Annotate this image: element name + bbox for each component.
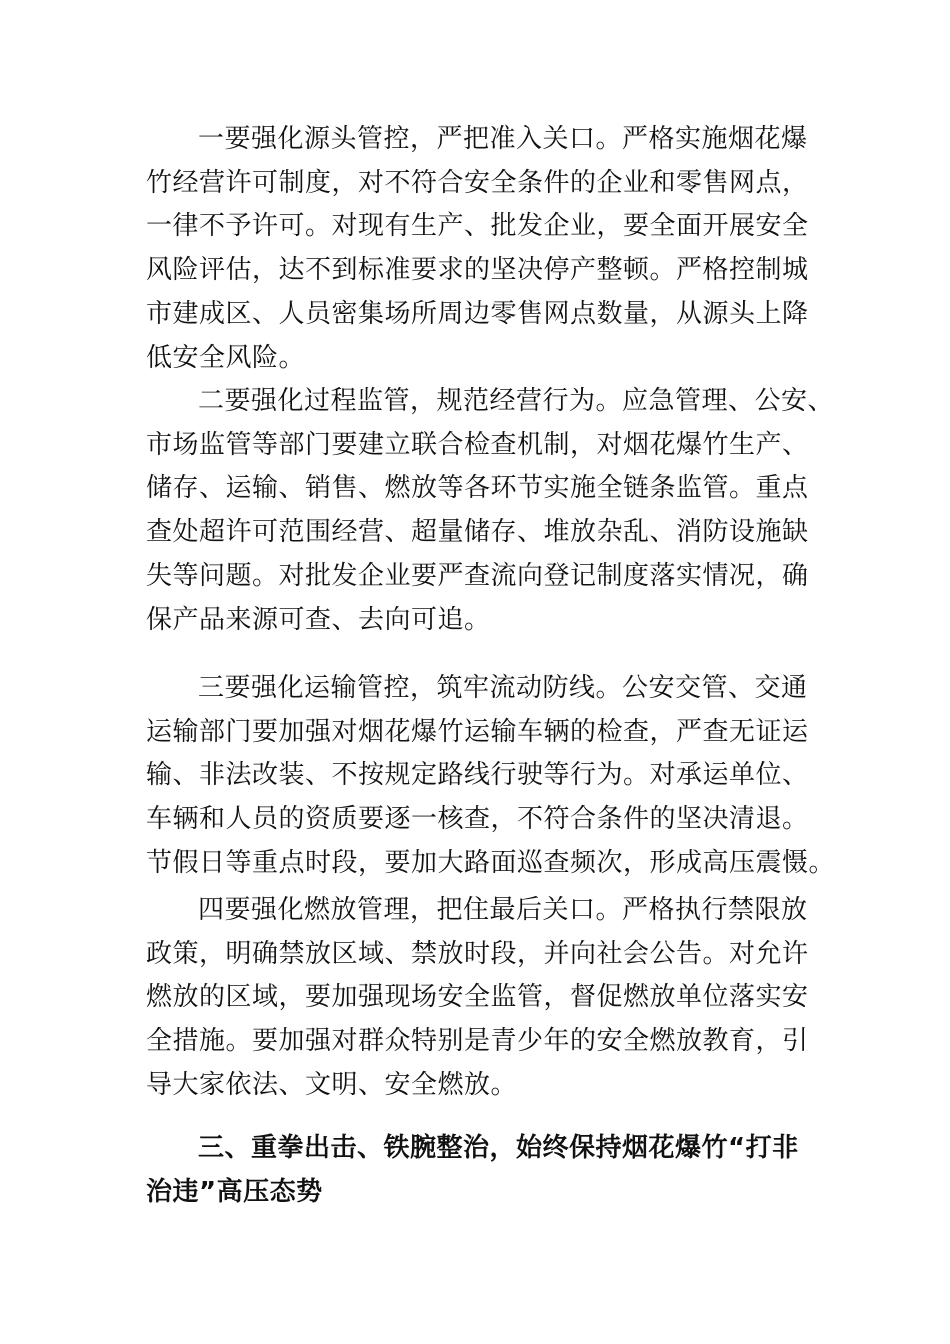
paragraph-process-supervision <box>146 380 835 642</box>
text-line: 风险评估，达不到标准要求的坚决停产整顿。严格控制城 <box>146 255 809 286</box>
section-heading <box>146 1127 826 1214</box>
text-line: 三要强化运输管控，筑牢流动防线。公安交管、交通 <box>198 673 808 703</box>
paragraph-discharge-management <box>146 889 826 1108</box>
text-line: 储存、运输、销售、燃放等各环节实施全链条监管。重点 <box>146 473 809 504</box>
text-line: 一要强化源头管控，严把准入关口。严格实施烟花爆 <box>198 124 808 154</box>
text-line: 保产品来源可查、去向可追。 <box>146 604 491 635</box>
text-line: 节假日等重点时段，要加大路面巡查频次，形成高压震慑。 <box>146 847 836 878</box>
text-line: 四要强化燃放管理，把住最后关口。严格执行禁限放 <box>198 895 808 925</box>
text-line: 一律不予许可。对现有生产、批发企业，要全面开展安全 <box>146 211 809 242</box>
paragraph-transport-control <box>146 667 836 886</box>
text-line: 运输部门要加强对烟花爆竹运输车辆的检查，严查无证运 <box>146 716 809 747</box>
text-line: 低安全风险。 <box>146 342 306 373</box>
heading-line: 治违”高压态势 <box>146 1176 323 1207</box>
text-line: 二要强化过程监管，规范经营行为。应急管理、公安、 <box>198 386 835 416</box>
text-line: 全措施。要加强对群众特别是青少年的安全燃放教育，引 <box>146 1026 809 1057</box>
text-line: 政策，明确禁放区域、禁放时段，并向社会公告。对允许 <box>146 938 809 969</box>
text-line: 竹经营许可制度，对不符合安全条件的企业和零售网点， <box>146 167 809 198</box>
text-line: 市场监管等部门要建立联合检查机制，对烟花爆竹生产、 <box>146 429 809 460</box>
text-line: 燃放的区域，要加强现场安全监管，督促燃放单位落实安 <box>146 982 809 1013</box>
heading-line: 三、重拳出击、铁腕整治，始终保持烟花爆竹“打非 <box>198 1133 799 1163</box>
text-line: 车辆和人员的资质要逐一核查，不符合条件的坚决清退。 <box>146 804 809 835</box>
text-line: 导大家依法、文明、安全燃放。 <box>146 1069 518 1100</box>
text-line: 输、非法改装、不按规定路线行驶等行为。对承运单位、 <box>146 760 809 791</box>
text-line: 市建成区、人员密集场所周边零售网点数量，从源头上降 <box>146 298 809 329</box>
text-line: 失等问题。对批发企业要严查流向登记制度落实情况，确 <box>146 560 809 591</box>
paragraph-source-control <box>146 118 826 380</box>
text-line: 查处超许可范围经营、超量储存、堆放杂乱、消防设施缺 <box>146 517 809 548</box>
